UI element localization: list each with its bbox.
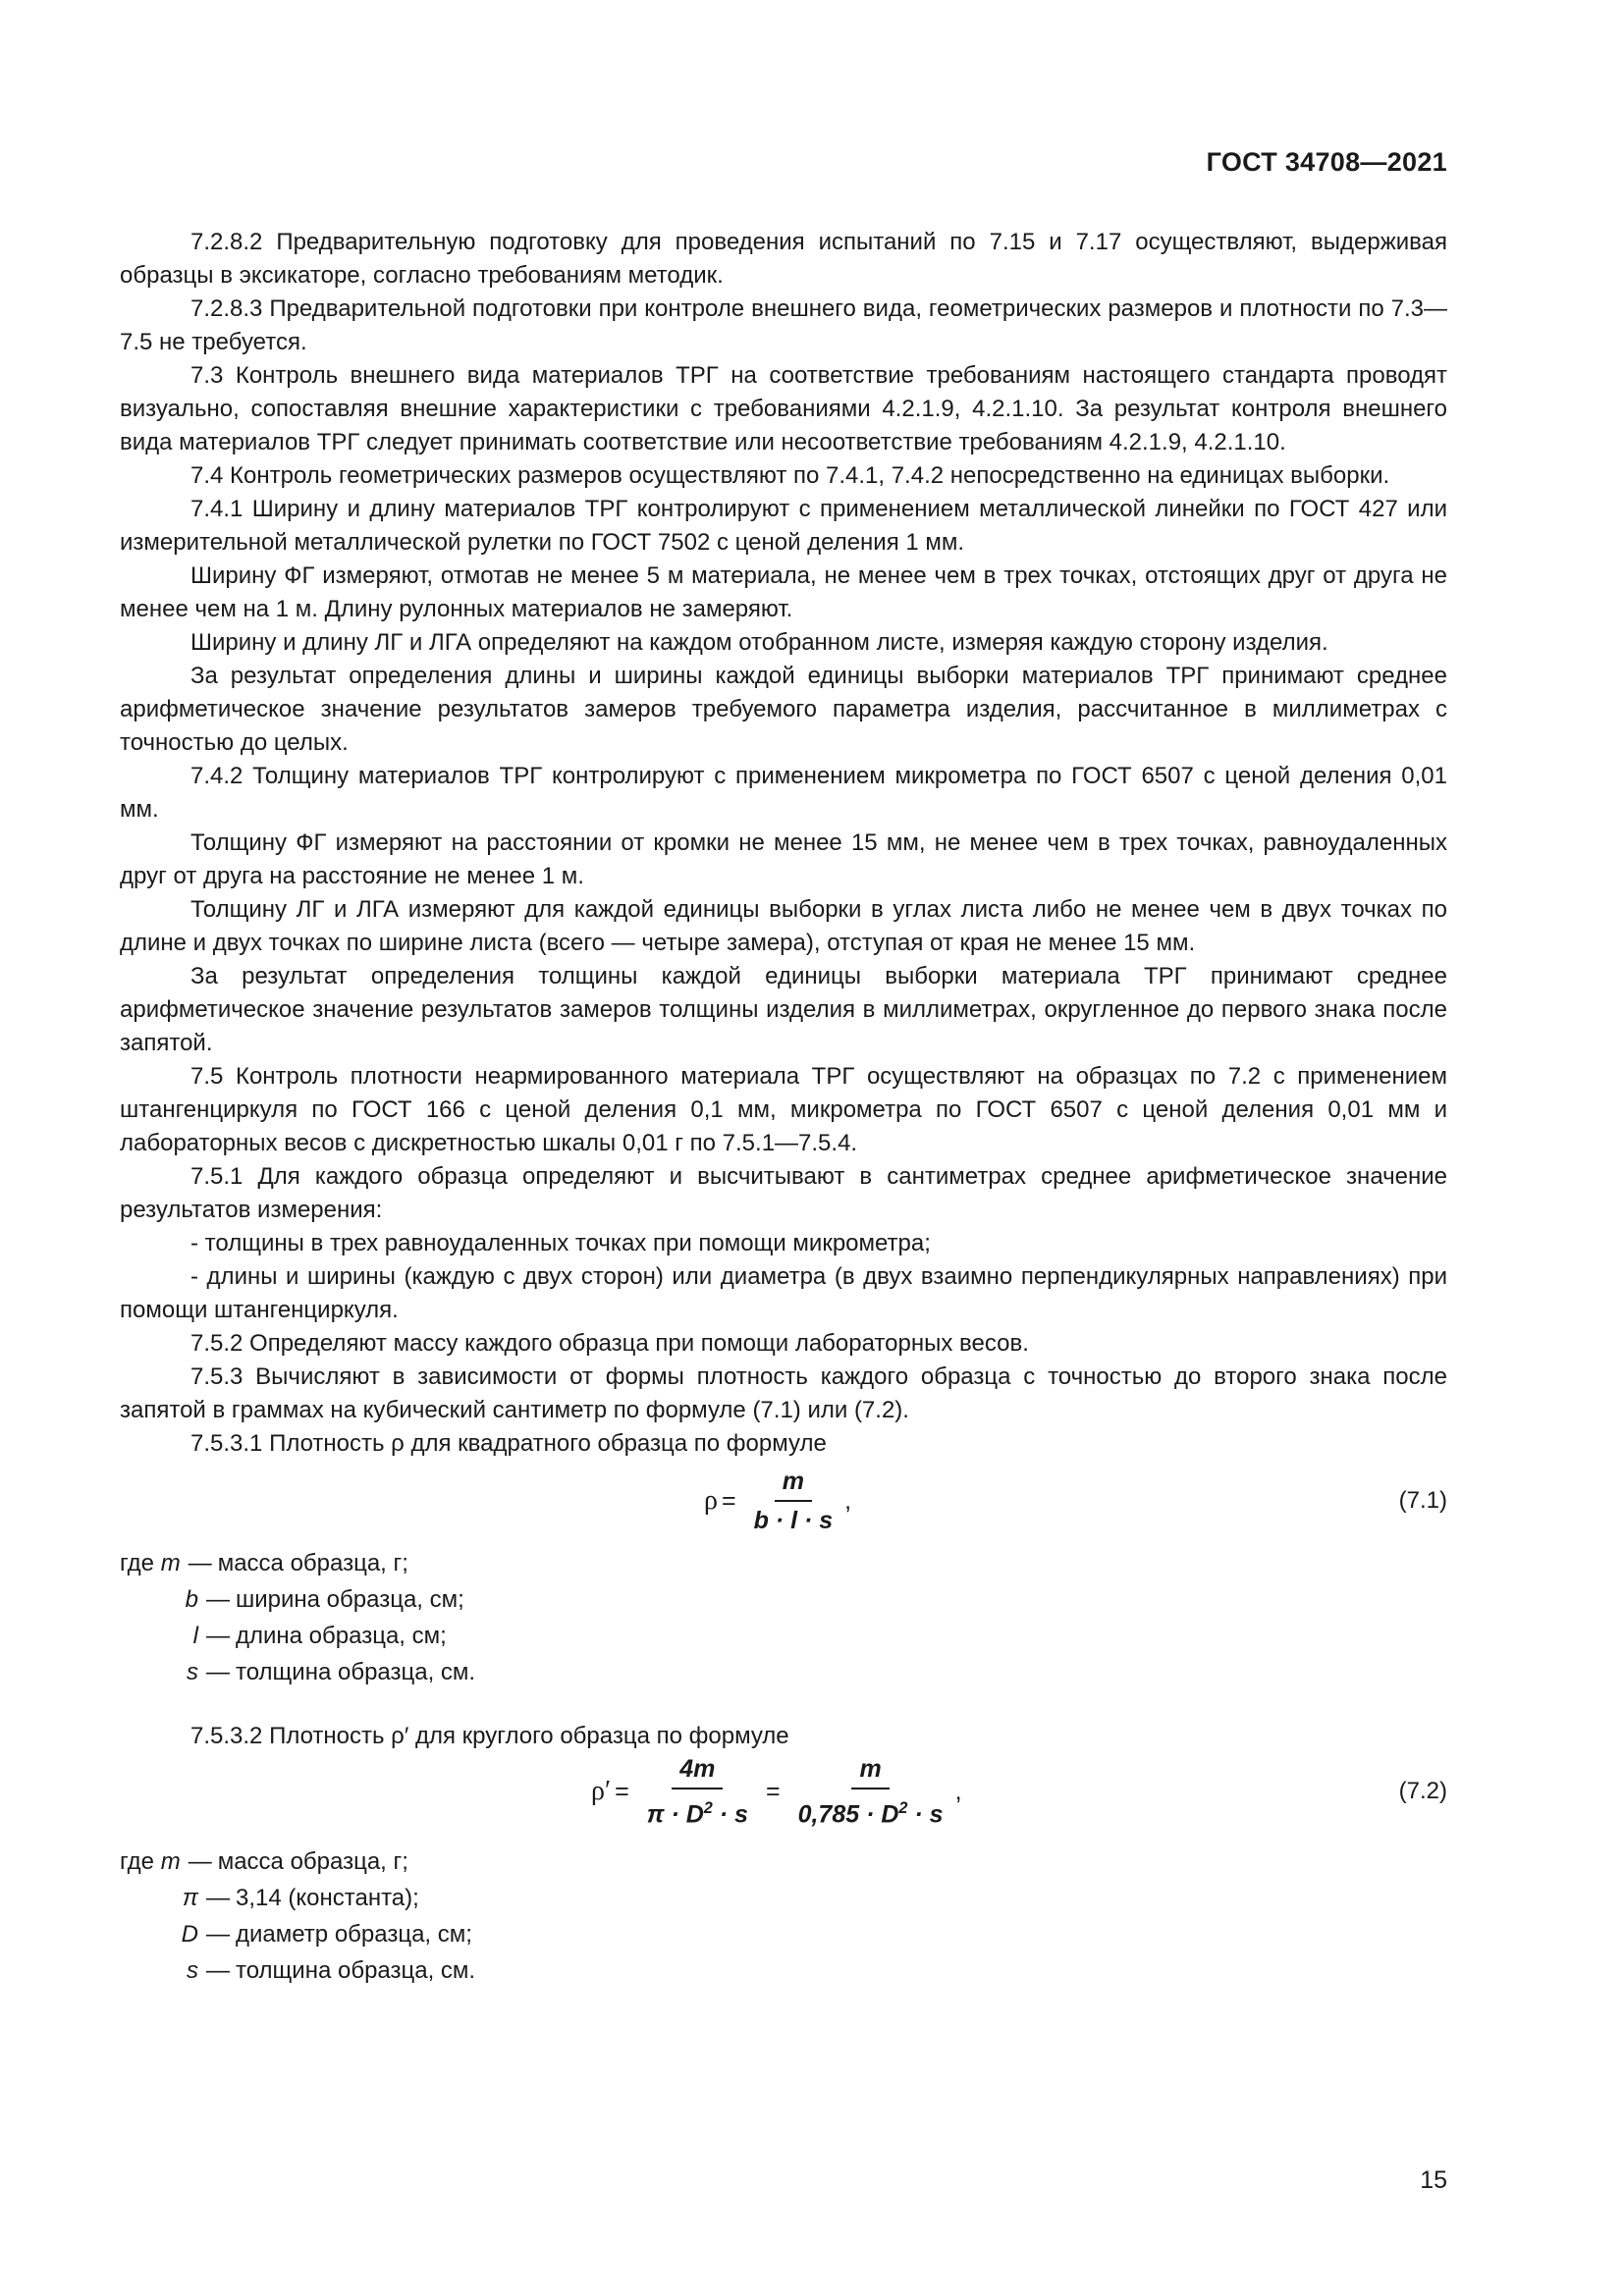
- equation-number: (7.1): [1398, 1487, 1447, 1514]
- formula-equals: =: [721, 1487, 736, 1515]
- paragraph: 7.5.2 Определяют массу каждого образца при помощи лабораторных весов.: [190, 1330, 1029, 1357]
- fraction-numerator: m: [775, 1465, 812, 1502]
- legend-variable: s: [187, 1659, 198, 1685]
- fraction-denominator: b · l · s: [753, 1507, 834, 1534]
- legend-variable: m: [160, 1550, 181, 1576]
- paragraph: Толщину ФГ измеряют на расстоянии от кромки не менее 15 мм, не менее чем в трех точках, равноудаленных друг от друга на расстояние не менее 1 м.: [120, 829, 1447, 889]
- formula-fraction-2: [790, 1752, 951, 1831]
- standard-designation: ГОСТ 34708—2021: [1206, 147, 1447, 177]
- formula-comma: ,: [844, 1487, 852, 1515]
- legend-dash: —: [206, 1957, 230, 1984]
- fraction-denominator: [639, 1789, 756, 1831]
- paragraph: 7.5.3.2 Плотность ρ′ для круглого образца по формуле: [190, 1723, 789, 1749]
- legend-variable: m: [160, 1848, 181, 1875]
- formula-fraction: [746, 1465, 841, 1537]
- legend-dash: —: [206, 1586, 230, 1613]
- legend-description: диаметр образца, см;: [236, 1921, 472, 1948]
- document-body: [120, 226, 1447, 1989]
- formula-7-1-expression: [704, 1467, 851, 1535]
- formula-7-2-legend: [120, 1843, 1447, 1989]
- vertical-spacer: [120, 1690, 1447, 1720]
- legend-variable: s: [187, 1957, 198, 1984]
- legend-dash: —: [188, 1848, 212, 1875]
- formula-7-2-expression: [591, 1754, 962, 1829]
- equation-number: (7.2): [1398, 1778, 1447, 1804]
- paragraph: 7.5 Контроль плотности неармированного материала ТРГ осуществляют на образцах по 7.2 с применением штангенциркуля по ГОСТ 166 с ценой деления 0,1 мм, микрометра по ГОСТ 6507 с ценой деления 0,01 мм и лабораторных весов с дискретностью шкалы 0,01 г по 7.5.1—7.5.4.: [120, 1063, 1447, 1156]
- legend-description: масса образца, г;: [217, 1550, 408, 1576]
- legend-description: масса образца, г;: [217, 1848, 408, 1875]
- paragraph: 7.4.2 Толщину материалов ТРГ контролируют с применением микрометра по ГОСТ 6507 с ценой деления 0,01 мм.: [120, 763, 1447, 823]
- legend-variable: b: [185, 1586, 198, 1613]
- paragraph: За результат определения длины и ширины каждой единицы выборки материалов ТРГ принимают среднее арифметическое значение результатов замеров требуемого параметра изделия, рассчитанное в миллиметрах с точностью до целых.: [120, 663, 1447, 756]
- legend-description: толщина образца, см.: [236, 1957, 476, 1984]
- list-item: - толщины в трех равноудаленных точках при помощи микрометра;: [190, 1230, 931, 1256]
- formula-7-1: [120, 1467, 1447, 1545]
- legend-row: [120, 1952, 1447, 1989]
- paragraph: 7.5.3 Вычисляют в зависимости от формы плотность каждого образца с точностью до второго знака после запятой в граммах на кубический сантиметр по формуле (7.1) или (7.2).: [120, 1363, 1447, 1423]
- paragraph: За результат определения толщины каждой единицы выборки материала ТРГ принимают среднее арифметическое значение результатов замеров толщины изделия в миллиметрах, округленное до первого знака после запятой.: [120, 963, 1447, 1056]
- paragraph: Толщину ЛГ и ЛГА измеряют для каждой единицы выборки в углах листа либо не менее чем в двух точках по длине и двух точках по ширине листа (всего — четыре замера), отступая от края не менее 15 мм.: [120, 896, 1447, 956]
- paragraph: 7.4.1 Ширину и длину материалов ТРГ контролируют с применением металлической линейки по ГОСТ 427 или измерительной металлической рулетки по ГОСТ 7502 с ценой деления 1 мм.: [120, 496, 1447, 556]
- formula-equals: =: [765, 1778, 781, 1805]
- formula-lhs: ρ: [704, 1485, 718, 1516]
- paragraph: Ширину и длину ЛГ и ЛГА определяют на каждом отобранном листе, измеряя каждую сторону изделия.: [190, 629, 1328, 656]
- legend-dash: —: [206, 1659, 230, 1685]
- legend-description: ширина образца, см;: [236, 1586, 464, 1613]
- formula-comma: ,: [954, 1778, 962, 1805]
- legend-row: [120, 1843, 1447, 1880]
- paragraph: 7.3 Контроль внешнего вида материалов ТРГ на соответствие требованиям настоящего стандарта проводят визуально, сопоставляя внешние характеристики с требованиями 4.2.1.9, 4.2.1.10. За результат контроля внешнего вида материалов ТРГ следует принимать соответствие или несоответствие требованиям 4.2.1.9, 4.2.1.10.: [120, 362, 1447, 455]
- fraction-denominator: [790, 1789, 951, 1831]
- legend-lead: где: [120, 1550, 155, 1576]
- exponent: 2: [898, 1798, 908, 1817]
- legend-row: [120, 1880, 1447, 1916]
- page-number: 15: [1420, 2166, 1447, 2194]
- legend-dash: —: [206, 1623, 230, 1649]
- legend-description: длина образца, см;: [236, 1623, 447, 1649]
- fraction-numerator: m: [851, 1752, 889, 1789]
- formula-equals: =: [615, 1778, 629, 1805]
- denominator-part: · s: [907, 1800, 944, 1829]
- paragraph: 7.5.3.1 Плотность ρ для квадратного образца по формуле: [190, 1430, 827, 1457]
- legend-variable: π: [182, 1885, 198, 1911]
- denominator-part: π · D: [646, 1800, 704, 1829]
- paragraph: 7.5.1 Для каждого образца определяют и высчитывают в сантиметрах среднее арифметическое значение результатов измерения:: [120, 1163, 1447, 1223]
- legend-dash: —: [206, 1921, 230, 1948]
- legend-description: 3,14 (константа);: [236, 1885, 419, 1911]
- list-item: - длины и ширины (каждую с двух сторон) или диаметра (в двух взаимно перпендикулярных направлениях) при помощи штангенциркуля.: [120, 1263, 1447, 1323]
- exponent: 2: [703, 1798, 713, 1817]
- denominator-part: 0,785 · D: [797, 1800, 899, 1829]
- formula-7-1-legend: [120, 1545, 1447, 1690]
- legend-row: [120, 1654, 1447, 1690]
- formula-fraction-1: [639, 1752, 756, 1831]
- legend-row: [120, 1618, 1447, 1654]
- paragraph: 7.2.8.3 Предварительной подготовки при контроле внешнего вида, геометрических размеров и плотности по 7.3—7.5 не требуется.: [120, 295, 1447, 355]
- legend-row: [120, 1916, 1447, 1952]
- paragraph: Ширину ФГ измеряют, отмотав не менее 5 м материала, не менее чем в трех точках, отстоящих друг от друга не менее чем на 1 м. Длину рулонных материалов не замеряют.: [120, 562, 1447, 622]
- legend-row: [120, 1581, 1447, 1618]
- denominator-part: · s: [712, 1800, 748, 1829]
- legend-row: [120, 1545, 1447, 1581]
- legend-lead: где: [120, 1848, 155, 1875]
- legend-dash: —: [188, 1550, 212, 1576]
- formula-7-2: [120, 1754, 1447, 1843]
- fraction-numerator: 4m: [672, 1752, 723, 1789]
- legend-variable: D: [181, 1921, 198, 1948]
- formula-lhs: ρ′: [591, 1776, 612, 1806]
- legend-dash: —: [206, 1885, 230, 1911]
- legend-variable: l: [192, 1623, 198, 1649]
- legend-description: толщина образца, см.: [236, 1659, 476, 1685]
- paragraph: 7.4 Контроль геометрических размеров осуществляют по 7.4.1, 7.4.2 непосредственно на единицах выборки.: [190, 462, 1390, 489]
- paragraph: 7.2.8.2 Предварительную подготовку для проведения испытаний по 7.15 и 7.17 осуществляют, выдерживая образцы в эксикаторе, согласно требованиям методик.: [120, 229, 1447, 289]
